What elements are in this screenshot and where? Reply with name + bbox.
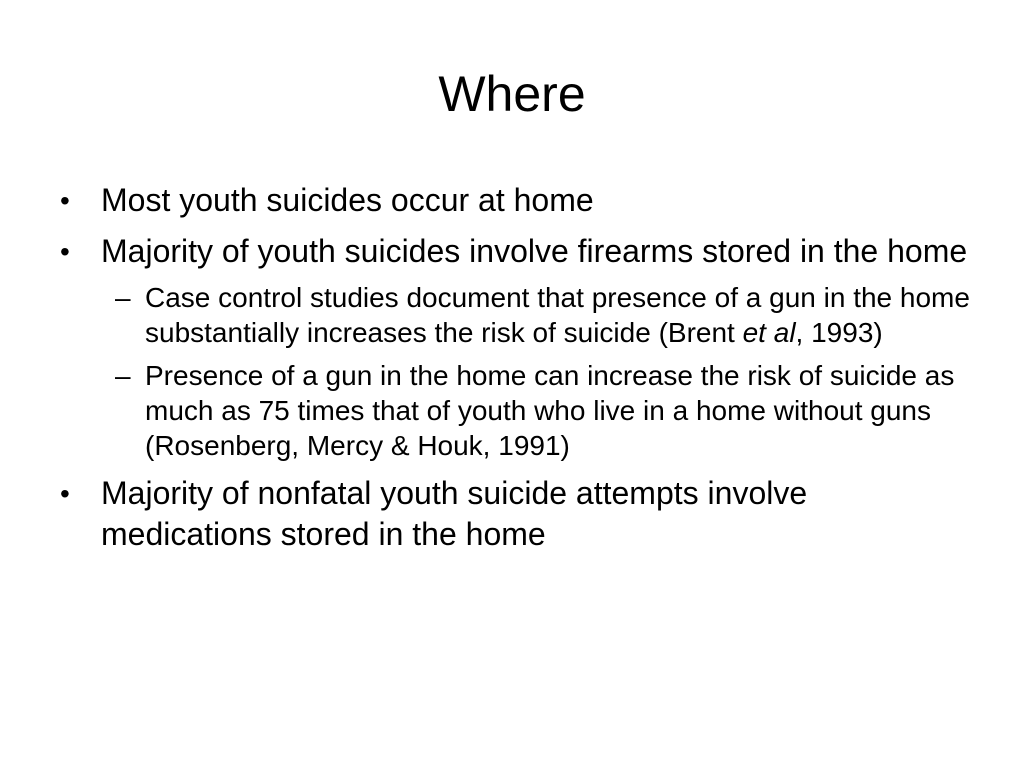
bullet-text: Majority of youth suicides involve firearms stored in the home: [101, 233, 968, 269]
bullet-glyph: •: [60, 236, 70, 267]
dash-glyph: –: [115, 360, 131, 391]
bullet-glyph: •: [60, 185, 70, 216]
bullet-text: Majority of nonfatal youth suicide attempts involve medications stored in the home: [101, 475, 808, 552]
bullet-item: [60, 473, 980, 555]
sub-bullet-text-part: , 1993): [795, 317, 883, 348]
bullet-item: [60, 180, 980, 221]
bullet-text: Most youth suicides occur at home: [101, 182, 594, 218]
sub-bullet-item: [101, 280, 980, 350]
dash-glyph: –: [115, 282, 131, 313]
sub-bullet-text-part: Case control studies document that presence of a gun in the home substantially increases the risk of suicide (Brent: [145, 282, 970, 348]
bullet-item: [60, 231, 980, 463]
sub-bullet-list: [101, 280, 980, 463]
sub-bullet-text: Presence of a gun in the home can increase the risk of suicide as much as 75 times that of youth who live in a home without guns (Rosenberg, Mercy & Houk, 1991): [145, 360, 955, 461]
slide-title: Where: [438, 66, 586, 122]
bullet-glyph: •: [60, 478, 70, 509]
slide-content: [60, 180, 980, 565]
sub-bullet-item: [101, 358, 980, 463]
citation-italic: et al: [742, 317, 796, 348]
sub-bullet-text: [145, 282, 970, 348]
bullet-list: [60, 180, 980, 555]
